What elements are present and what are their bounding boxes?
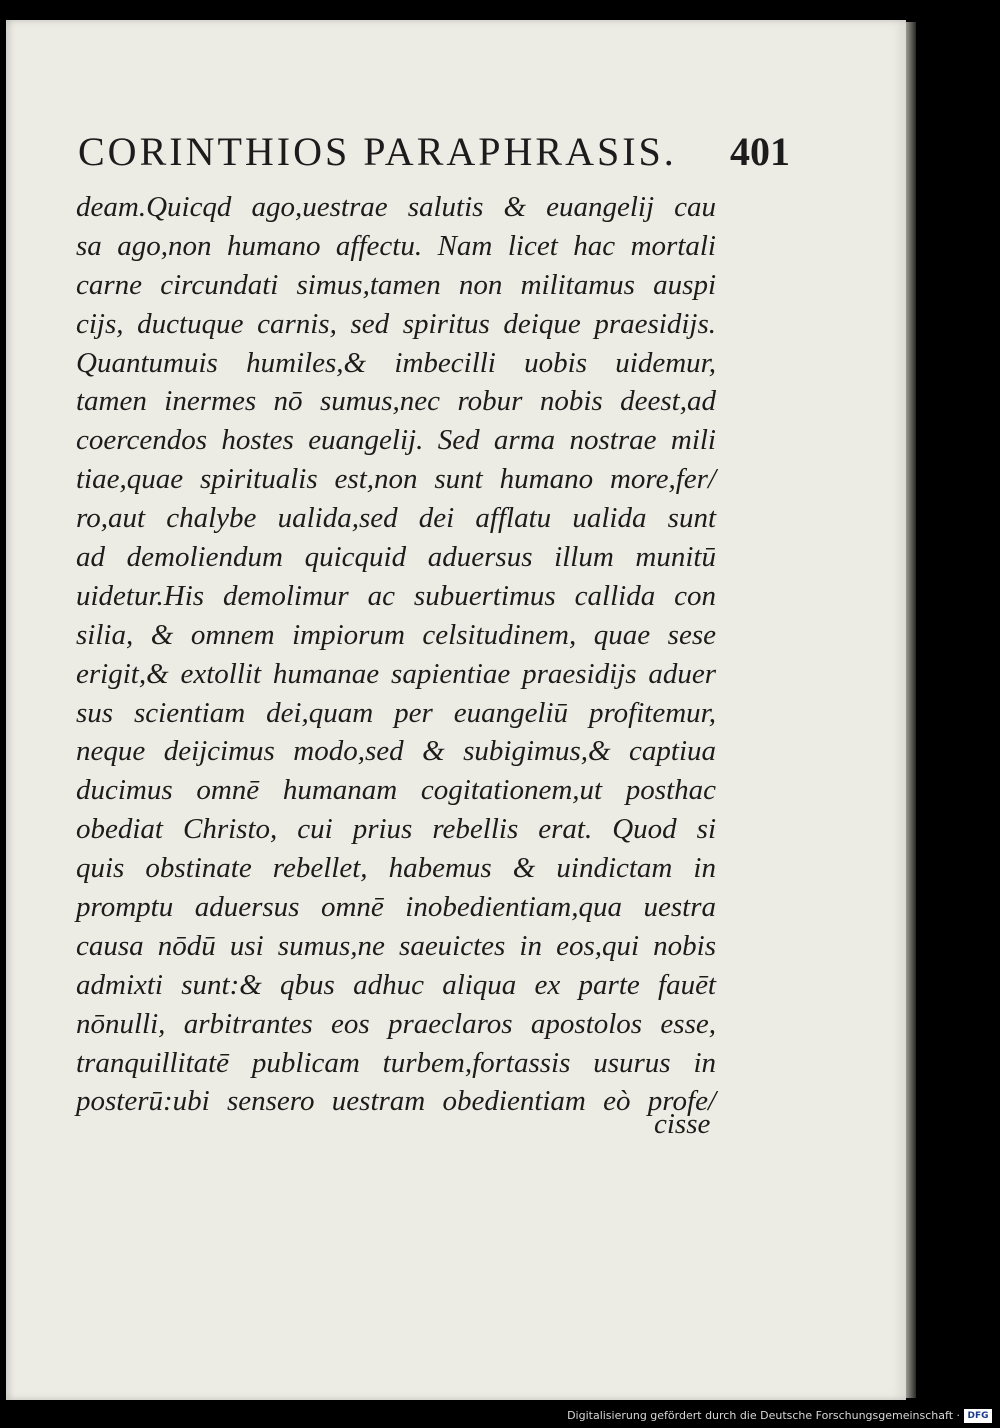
text-line: deam.Quicqd ago,uestrae salutis & euangelij cau [76,191,716,223]
text-line: nōnulli, arbitrantes eos praeclaros apostolos esse, [76,1007,716,1040]
text-line: ducimus omnē humanam cogitationem,ut posthac [76,774,716,807]
text-line: erigit,& extollit humanae sapientiae praesidijs aduer [76,657,716,690]
text-line: coercendos hostes euangelij. Sed arma nostrae mili [76,424,716,457]
text-line: posterū:ubi sensero uestram obedientiam eò profe/ [76,1085,716,1118]
text-line: ro,aut chalybe ualida,sed dei afflatu ualida sunt [76,502,716,535]
text-line: tranquillitatē publicam turbem,fortassis usurus in [76,1046,716,1079]
text-line: promptu aduersus omnē inobedientiam,qua uestra [76,891,716,924]
body-text [76,188,716,1121]
catchword: cisse [654,1108,711,1140]
text-line: silia, & omnem impiorum celsitudinem, quae sese [76,618,716,651]
text-line: sus scientiam dei,quam per euangeliū profitemur, [76,696,716,729]
folio-number: 401 [730,129,790,174]
page-edge [906,22,916,1398]
text-line: admixti sunt:& qbus adhuc aliqua ex parte fauēt [76,968,716,1001]
footer-bar [0,1404,1000,1428]
text-line: uidetur.His demolimur ac subuertimus callida con [76,579,716,612]
text-line: carne circundati simus,tamen non militamus auspi [76,268,716,301]
text-line: Quantumuis humiles,& imbecilli uobis uidemur, [76,346,716,379]
text-line: sa ago,non humano affectu. Nam licet hac mortali [76,229,716,262]
text-line: cijs, ductuque carnis, sed spiritus deique praesidijs. [76,307,716,340]
text-line: neque deijcimus modo,sed & subigimus,& captiua [76,735,716,768]
text-line: causa nōdū usi sumus,ne saeuictes in eos,qui nobis [76,929,716,962]
dfg-logo-icon: DFG [964,1409,992,1423]
text-line: quis obstinate rebellet, habemus & uindictam in [76,852,716,885]
text-line: tamen inermes nō sumus,nec robur nobis deest,ad [76,385,716,418]
funding-credit: Digitalisierung gefördert durch die Deutsche Forschungsgemeinschaft · [567,1409,960,1422]
book-page [6,20,906,1400]
text-line: tiae,quae spiritualis est,non sunt humano more,fer/ [76,463,716,496]
running-head: CORINTHIOS PARAPHRASIS. [78,129,677,174]
text-line: ad demoliendum quicquid aduersus illum munitū [76,541,716,574]
text-line: obediat Christo, cui prius rebellis erat. Quod si [76,813,716,846]
